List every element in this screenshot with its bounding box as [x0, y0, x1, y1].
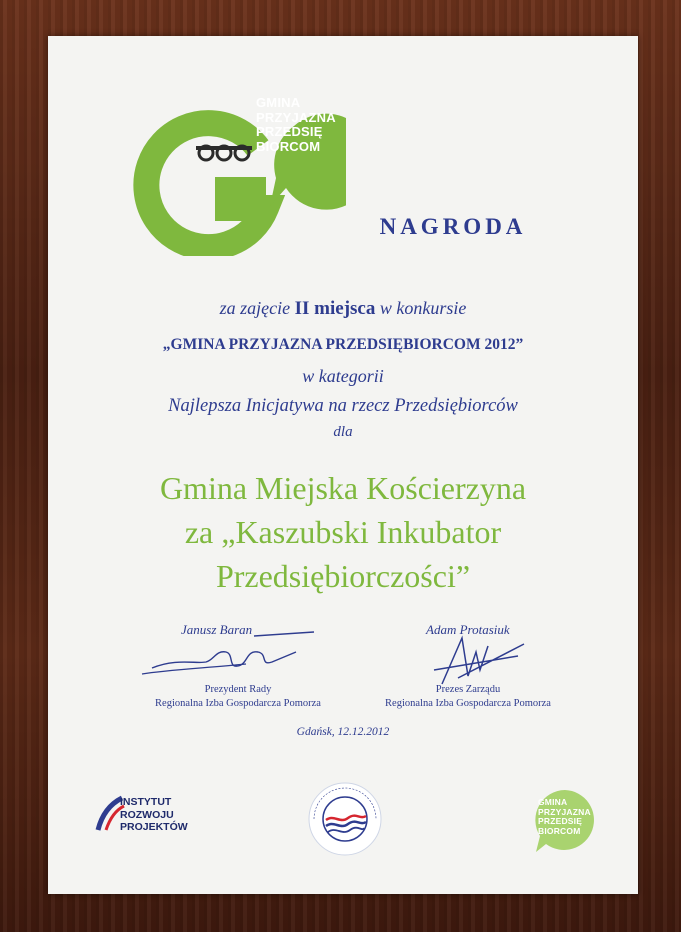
award-line-pre: za zajęcie	[219, 298, 291, 318]
left-signature-mark	[136, 628, 316, 684]
right-signer-org: Regionalna Izba Gospodarcza Pomorza	[385, 698, 551, 709]
left-signer-name: Janusz Baran	[181, 622, 253, 637]
irp-logo-text: INSTYTUT ROZWOJU PROJEKTÓW	[120, 796, 188, 834]
recipient-line-3: Przedsiębiorczości”	[215, 558, 471, 594]
right-signature-mark	[428, 626, 528, 688]
right-signer-role: Prezes Zarządu	[435, 684, 501, 695]
contest-name: „GMINA PRZYJAZNA PRZEDSIĘBIORCOM 2012”	[162, 336, 524, 353]
small-gmina-logo-text: GMINA PRZYJAZNA PRZEDSIĘ BIORCOM	[538, 797, 591, 836]
award-place: II miejsca	[294, 298, 376, 319]
category-name: Najlepsza Inicjatywa na rzecz Przedsiębiorców	[168, 396, 518, 416]
recipient-line-1: Gmina Miejska Kościerzyna	[159, 470, 527, 506]
award-line-post: w konkursie	[379, 298, 467, 318]
left-signer-org: Regionalna Izba Gospodarcza Pomorza	[155, 698, 321, 709]
right-signer-name: Adam Protasiuk	[426, 622, 510, 637]
logo-text: GMINA PRZYJAZNA PRZEDSIĘ BIORCOM	[256, 95, 336, 154]
for-word: dla	[333, 424, 353, 440]
award-line	[48, 298, 638, 320]
rigp-seal	[306, 780, 384, 858]
place-date: Gdańsk, 12.12.2012	[296, 726, 390, 738]
recipient-line-2: za „Kaszubski Inkubator	[184, 514, 502, 550]
logo-eyes-icon	[196, 146, 252, 160]
certificate-paper	[48, 36, 638, 894]
left-signer-role: Prezydent Rady	[204, 684, 272, 695]
category-intro: w kategorii	[302, 366, 384, 386]
award-title: NAGRODA	[379, 214, 527, 239]
